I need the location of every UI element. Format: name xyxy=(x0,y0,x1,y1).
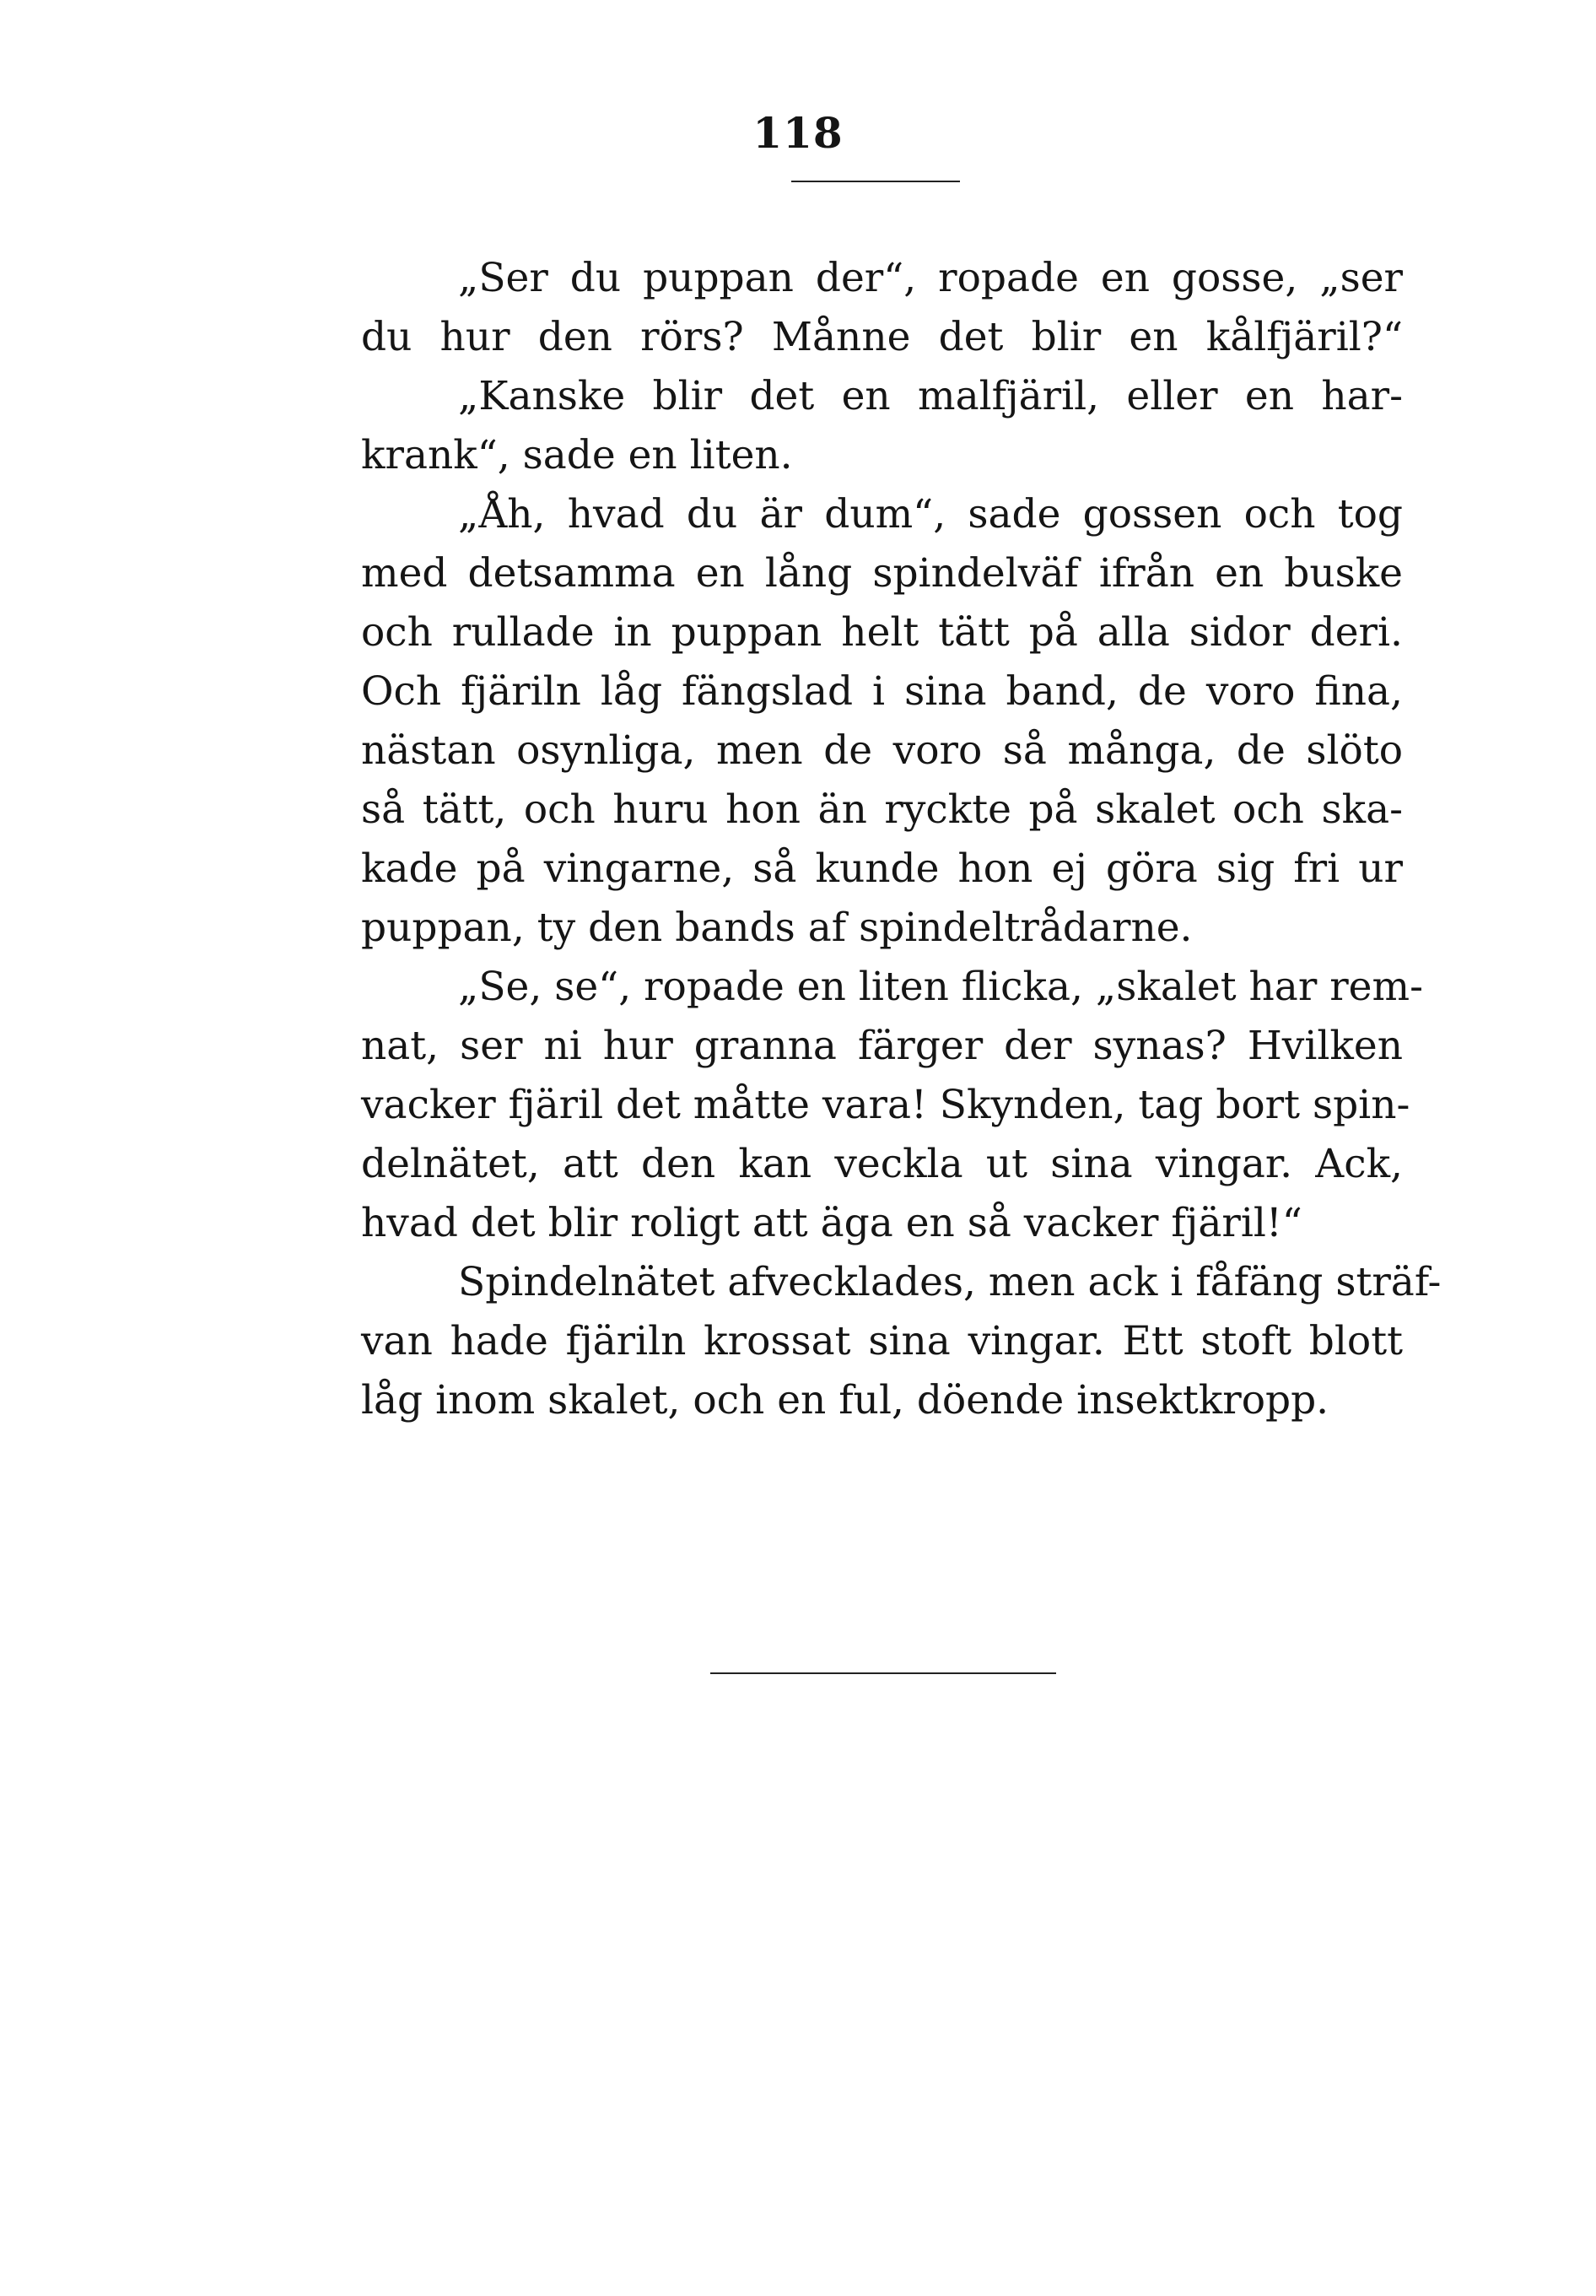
text-line: „Åh, hvad du är dum“, sade gossen och tog xyxy=(458,491,1403,538)
text-line: nästan osynliga, men de voro så många, de slöto xyxy=(361,727,1403,774)
text-line: med detsamma en lång spindelväf ifrån en buske xyxy=(361,550,1403,597)
text-line: så tätt, och huru hon än ryckte på skalet och ska- xyxy=(361,786,1403,833)
text-line: puppan, ty den bands af spindeltrådarne. xyxy=(361,905,1193,951)
text-line: van hade fjäriln krossat sina vingar. Ett stoft blott xyxy=(361,1318,1403,1364)
text-line: du hur den rörs? Månne det blir en kålfjäril?“ xyxy=(361,314,1403,360)
text-line: delnätet, att den kan veckla ut sina vingar. Ack, xyxy=(361,1141,1403,1187)
bottom-divider xyxy=(710,1672,1056,1674)
text-line: Och fjäriln låg fängslad i sina band, de voro fina, xyxy=(361,668,1403,715)
text-line: låg inom skalet, och en ful, döende insektkropp. xyxy=(361,1377,1329,1424)
text-line: „Ser du puppan der“, ropade en gosse, „ser xyxy=(458,255,1403,301)
text-line: kade på vingarne, så kunde hon ej göra sig fri ur xyxy=(361,845,1403,892)
text-line: krank“, sade en liten. xyxy=(361,432,793,478)
text-line: och rullade in puppan helt tätt på alla sidor deri. xyxy=(361,609,1403,656)
text-line: vacker fjäril det måtte vara! Skynden, tag bort spin- xyxy=(361,1082,1410,1128)
text-line: nat, ser ni hur granna färger der synas? Hvilken xyxy=(361,1023,1403,1069)
text-block xyxy=(361,249,1442,1430)
text-line: hvad det blir roligt att äga en så vacker fjäril!“ xyxy=(361,1200,1302,1246)
page-number: 118 xyxy=(752,108,844,158)
text-line: Spindelnätet afvecklades, men ack i fåfäng sträf- xyxy=(458,1259,1442,1305)
top-divider xyxy=(791,181,960,182)
text-line: „Se, se“, ropade en liten flicka, „skalet har rem- xyxy=(458,964,1423,1010)
text-line: „Kanske blir det en malfjäril, eller en har- xyxy=(458,373,1403,419)
